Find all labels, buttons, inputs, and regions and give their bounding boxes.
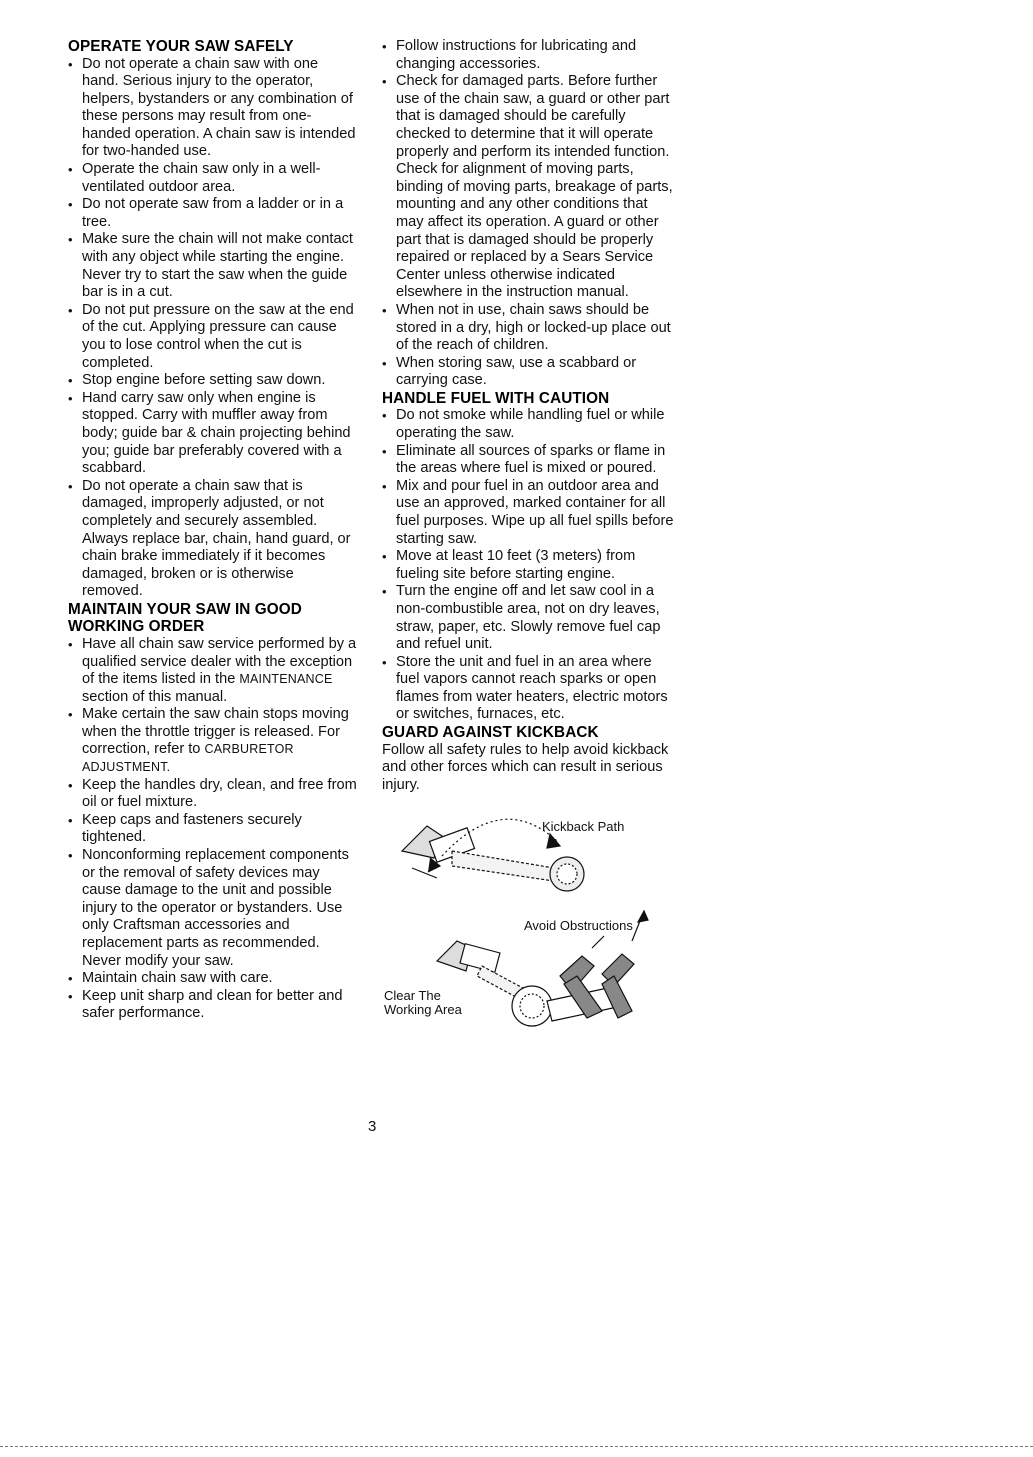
general-safety-list [382, 38, 674, 390]
item-text: Have all chain saw service performed by a qualified service dealer with the exception of the items listed in the [82, 635, 357, 688]
list-item: • When storing saw, use a scabbard or carrying case. [382, 355, 674, 390]
heading-handle-fuel: HANDLE FUEL WITH CAUTION [382, 389, 610, 407]
left-column [68, 38, 358, 1023]
clear-area-line-2: Working Area [384, 1002, 462, 1018]
list-item [68, 706, 358, 776]
list-item: • Maintain chain saw with care. [68, 970, 358, 988]
clear-area-line-1: Clear The [384, 988, 441, 1004]
list-item: • Make sure the chain will not make contact with any object while starting the engine. Never try to start the saw when the guide bar is in a cut. [68, 231, 358, 301]
clear-area-label [384, 989, 462, 1017]
item-text: section of this manual. [82, 688, 228, 705]
list-item: • Mix and pour fuel in an outdoor area and use an approved, marked container for all fuel purposes. Wipe up all fuel spills before starting saw. [382, 478, 674, 548]
item-text: Make certain the saw chain stops moving when the throttle trigger is released. For correction, refer to [82, 706, 349, 758]
list-item: • Do not operate saw from a ladder or in a tree. [68, 196, 358, 231]
list-item: • Keep the handles dry, clean, and free from oil or fuel mixture. [68, 777, 358, 812]
heading-operate-safely: OPERATE YOUR SAW SAFELY [68, 38, 294, 55]
avoid-obstructions-label: Avoid Obstructions [524, 918, 633, 934]
list-item: • Nonconforming replacement components or the removal of safety devices may cause damage to the unit and possible injury to the operator or bystanders. Use only Craftsman accessories and replacement parts as recommended. Never modify your saw. [68, 847, 358, 970]
list-item: • Store the unit and fuel in an area where fuel vapors cannot reach sparks or open flames from water heaters, electric motors or switches, furnaces, etc. [382, 654, 674, 724]
operate-safely-list [68, 56, 358, 601]
list-item: • Do not put pressure on the saw at the end of the cut. Applying pressure can cause you to lose control when the cut is completed. [68, 302, 358, 372]
kickback-path-label: Kickback Path [542, 819, 625, 835]
list-item: • Keep unit sharp and clean for better and safer performance. [68, 988, 358, 1023]
list-item: • Check for damaged parts. Before further use of the chain saw, a guard or other part that is damaged should be carefully checked to determine that it will operate properly and perform its intended function. Check for alignment of moving parts, binding of moving parts, breakage of parts, mounting and any other conditions that may affect its operation. A guard or other part that is damaged should be properly repaired or replaced by a Sears Service Center unless otherwise indicated elsewhere in the instruction manual. [382, 73, 674, 302]
list-item: • Do not operate a chain saw that is damaged, improperly adjusted, or not completely and securely assembled. Always replace bar, chain, hand guard, or chain brake immediately if it becomes damaged, broken or is otherwise removed. [68, 478, 358, 601]
maintain-saw-list [68, 636, 358, 1023]
bottom-rule [0, 1446, 1033, 1447]
list-item: • Operate the chain saw only in a well-ventilated outdoor area. [68, 161, 358, 196]
fuel-caution-list [382, 407, 674, 724]
kickback-illustration [382, 796, 682, 1046]
heading-maintain-saw: MAINTAIN YOUR SAW IN GOOD WORKING ORDER [68, 600, 302, 636]
right-column [382, 38, 674, 1046]
list-item: • Eliminate all sources of sparks or flame in the areas where fuel is mixed or poured. [382, 443, 674, 478]
kickback-paragraph: Follow all safety rules to help avoid kickback and other forces which can result in serious injury. [382, 741, 669, 793]
list-item [68, 636, 358, 706]
list-item: • Stop engine before setting saw down. [68, 372, 358, 390]
list-item: • Follow instructions for lubricating and changing accessories. [382, 38, 674, 73]
list-item: • Move at least 10 feet (3 meters) from fueling site before starting engine. [382, 548, 674, 583]
list-item: • Do not smoke while handling fuel or while operating the saw. [382, 407, 674, 442]
list-item: • Turn the engine off and let saw cool in a non-combustible area, not on dry leaves, straw, paper, etc. Slowly remove fuel cap and refuel unit. [382, 583, 674, 653]
list-item: • Keep caps and fasteners securely tightened. [68, 812, 358, 847]
carburetor-ref: CARBURETOR ADJUSTMENT. [82, 742, 294, 775]
list-item: • Hand carry saw only when engine is stopped. Carry with muffler away from body; guide bar & chain projecting behind you; guide bar preferably covered with a scabbard. [68, 390, 358, 478]
list-item: • Do not operate a chain saw with one hand. Serious injury to the operator, helpers, bystanders or any combination of these persons may result from one-handed operation. A chain saw is intended for two-handed use. [68, 56, 358, 162]
page-number: 3 [368, 1118, 377, 1135]
maintenance-ref: MAINTENANCE [239, 672, 333, 687]
heading-guard-kickback: GUARD AGAINST KICKBACK [382, 724, 599, 742]
list-item: • When not in use, chain saws should be stored in a dry, high or locked-up place out of the reach of children. [382, 302, 674, 355]
